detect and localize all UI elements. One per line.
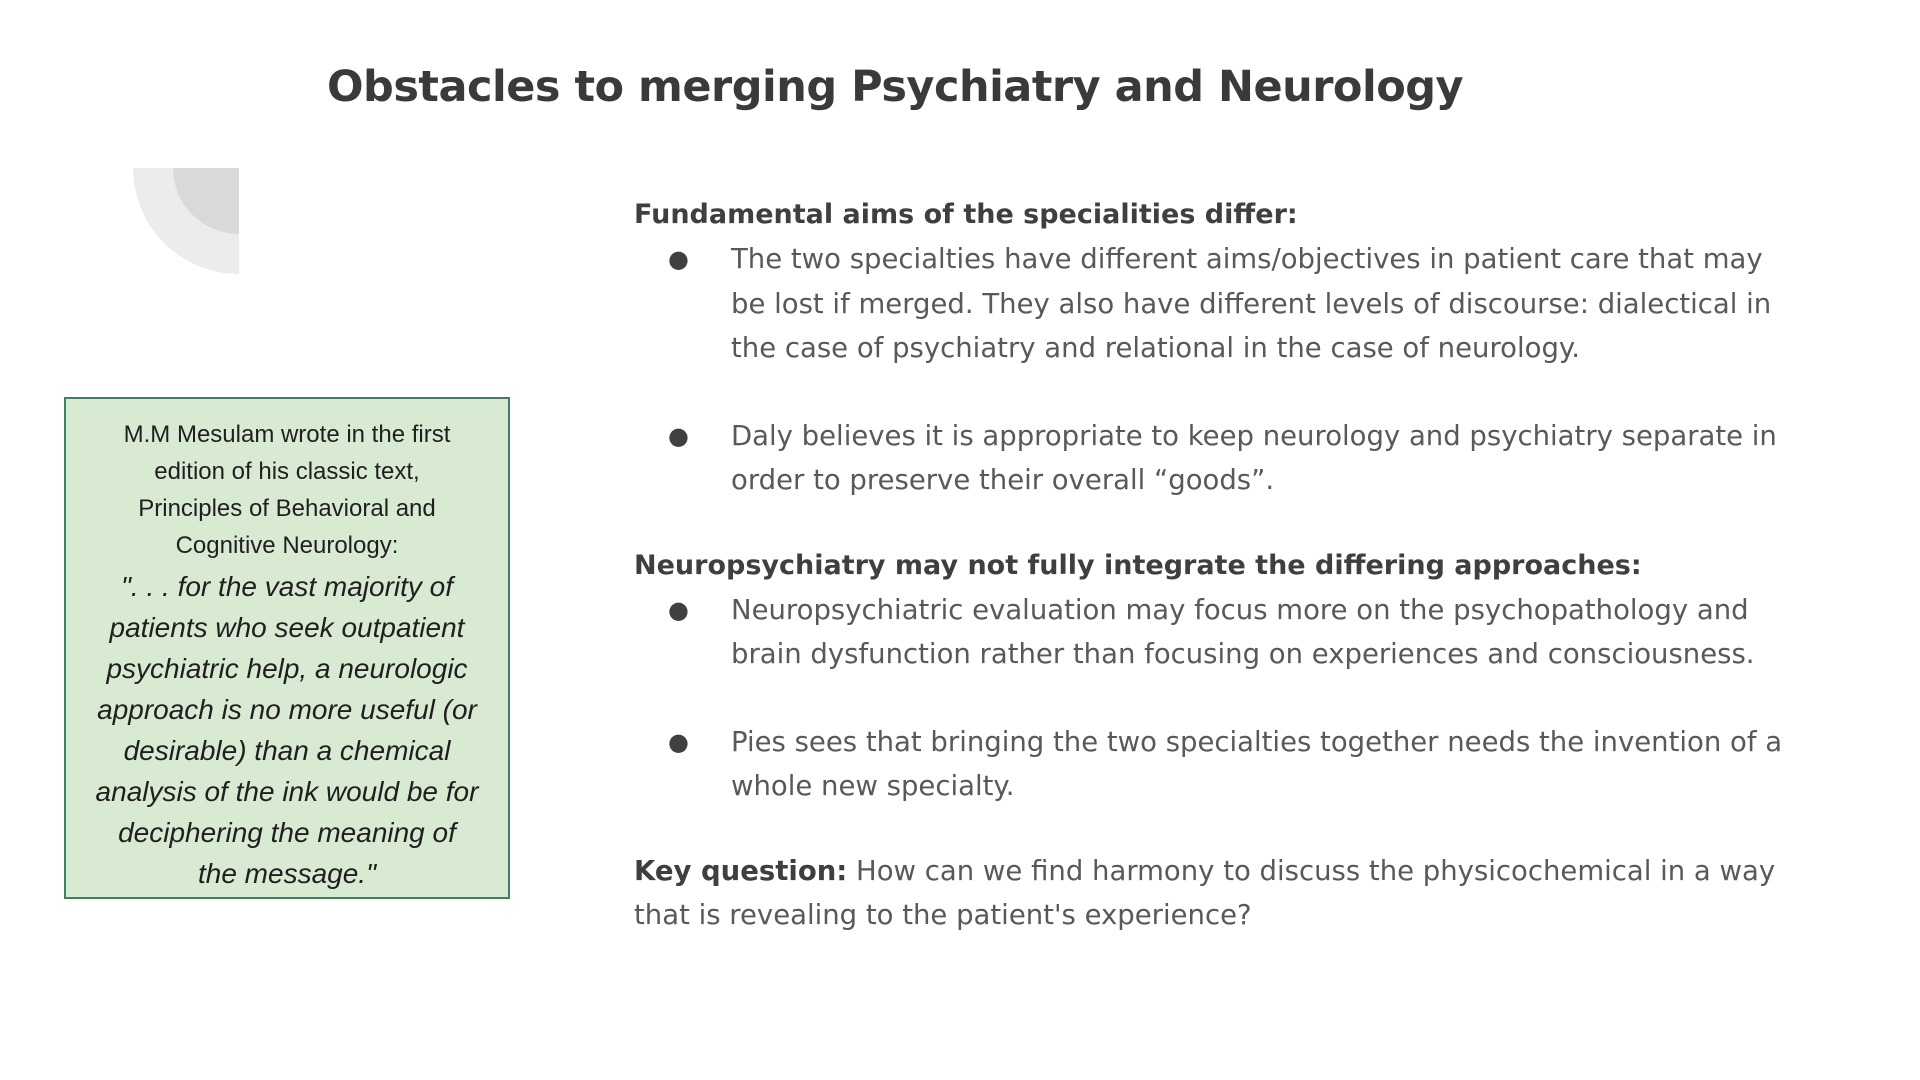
- section-heading-fundamental-aims: Fundamental aims of the specialities differ:: [634, 199, 1298, 230]
- quote-line: deciphering the meaning of: [118, 817, 456, 848]
- bullet-icon: ●: [668, 727, 689, 756]
- list-item-line: The two specialties have different aims/objectives in patient care that may: [731, 243, 1763, 275]
- key-question-line: that is revealing to the patient's experience?: [634, 899, 1252, 931]
- bullet-icon: ●: [668, 595, 689, 624]
- bullet-icon: ●: [668, 421, 689, 450]
- quote-line: analysis of the ink would be for: [95, 776, 479, 807]
- fundamental-aims-list: [634, 237, 1834, 503]
- key-question-line: [634, 849, 1834, 894]
- quarter-circle-ornament: [133, 168, 239, 274]
- quote-intro-line: M.M Mesulam wrote in the first: [123, 421, 451, 448]
- main-content: [634, 193, 1834, 938]
- list-item-line: be lost if merged. They also have different levels of discourse: dialectical in: [731, 287, 1772, 320]
- section-heading-neuropsychiatry: Neuropsychiatry may not fully integrate the differing approaches:: [634, 549, 1642, 581]
- quote-line: patients who seek outpatient: [109, 612, 465, 643]
- list-item-line: the case of psychiatry and relational in the case of neurology.: [731, 332, 1580, 364]
- neuropsychiatry-list: [634, 588, 1834, 809]
- mesulam-quote-box: [64, 397, 510, 899]
- list-item: [634, 414, 1834, 503]
- list-item: [634, 720, 1834, 809]
- list-item-line: whole new specialty.: [731, 770, 1015, 802]
- key-question-label: Key question:: [634, 854, 848, 887]
- quote-line: approach is no more useful (or: [97, 694, 477, 725]
- list-item-line: Daly believes it is appropriate to keep neurology and psychiatry separate in: [731, 419, 1777, 452]
- quote-intro: [78, 416, 496, 564]
- quote-line: ". . . for the vast majority of: [120, 571, 454, 602]
- list-item-line: brain dysfunction rather than focusing on experiences and consciousness.: [731, 638, 1755, 670]
- slide-title: Obstacles to merging Psychiatry and Neurology: [327, 62, 1464, 112]
- key-question: [634, 849, 1834, 938]
- list-item-line: Neuropsychiatric evaluation may focus more on the psychopathology and: [731, 593, 1749, 626]
- quote-line: desirable) than a chemical: [123, 735, 451, 766]
- quote-line: the message.": [197, 858, 377, 889]
- list-item: [634, 237, 1834, 371]
- key-question-text: How can we find harmony to discuss the physicochemical in a way: [847, 854, 1776, 887]
- quote-line: psychiatric help, a neurologic: [106, 653, 468, 684]
- quote-intro-line: Principles of Behavioral and: [138, 495, 436, 522]
- quote-text: [78, 566, 496, 894]
- list-item: [634, 588, 1834, 677]
- quote-intro-line: Cognitive Neurology:: [175, 532, 399, 559]
- list-item-line: Pies sees that bringing the two specialties together needs the invention of a: [731, 725, 1783, 758]
- bullet-icon: ●: [668, 245, 689, 273]
- quote-intro-line: edition of his classic text,: [154, 458, 420, 485]
- list-item-line: order to preserve their overall “goods”.: [731, 464, 1275, 496]
